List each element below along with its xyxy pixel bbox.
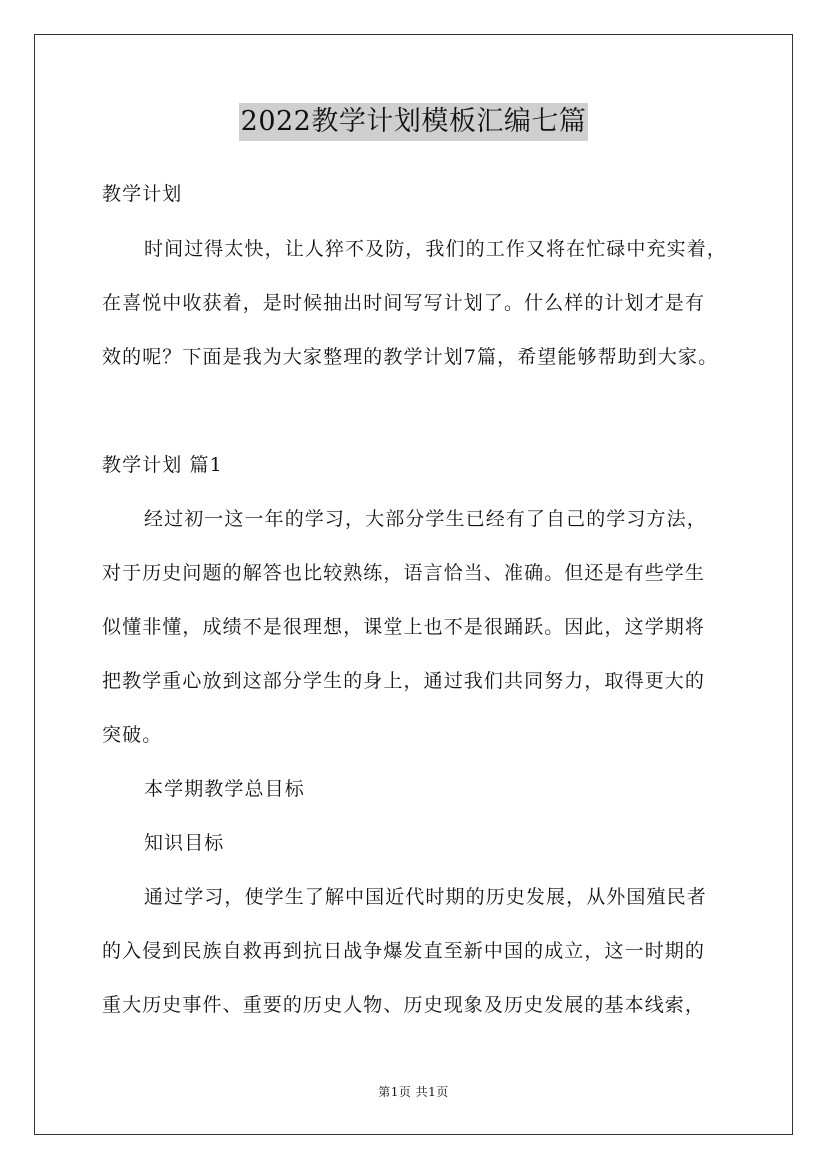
paragraph-line: 通过学习，使学生了解中国近代时期的历史发展，从外国殖民者 <box>144 886 707 908</box>
paragraph-line: 对于历史问题的解答也比较熟练，语言恰当、准确。但还是有些学生 <box>102 562 706 584</box>
subheading: 本学期教学总目标 <box>144 778 305 800</box>
paragraph-line: 时间过得太快，让人猝不及防，我们的工作又将在忙碌中充实着， <box>144 238 727 260</box>
paragraph-line: 效的呢？下面是我为大家整理的教学计划7篇，希望能够帮助到大家。 <box>102 346 719 368</box>
page-number-footer: 第1页 共1页 <box>378 1085 449 1099</box>
paragraph-line: 重大历史事件、重要的历史人物、历史现象及历史发展的基本线索， <box>102 994 706 1016</box>
paragraph-line: 似懂非懂，成绩不是很理想，课堂上也不是很踊跃。因此，这学期将 <box>102 616 706 638</box>
title-container <box>0 103 827 141</box>
section-heading: 教学计划 篇1 <box>102 454 223 476</box>
section-heading: 教学计划 <box>102 183 183 205</box>
subheading: 知识目标 <box>144 832 225 854</box>
document-title: 2022教学计划模板汇编七篇 <box>239 103 589 141</box>
paragraph-line: 的入侵到民族自救再到抗日战争爆发直至新中国的成立，这一时期的 <box>102 940 706 962</box>
paragraph-line: 经过初一这一年的学习，大部分学生已经有了自己的学习方法， <box>144 508 707 530</box>
paragraph-line: 在喜悦中收获着，是时候抽出时间写写计划了。什么样的计划才是有 <box>102 292 706 314</box>
paragraph-line: 把教学重心放到这部分学生的身上，通过我们共同努力，取得更大的 <box>102 670 706 692</box>
paragraph-line: 突破。 <box>102 724 163 746</box>
